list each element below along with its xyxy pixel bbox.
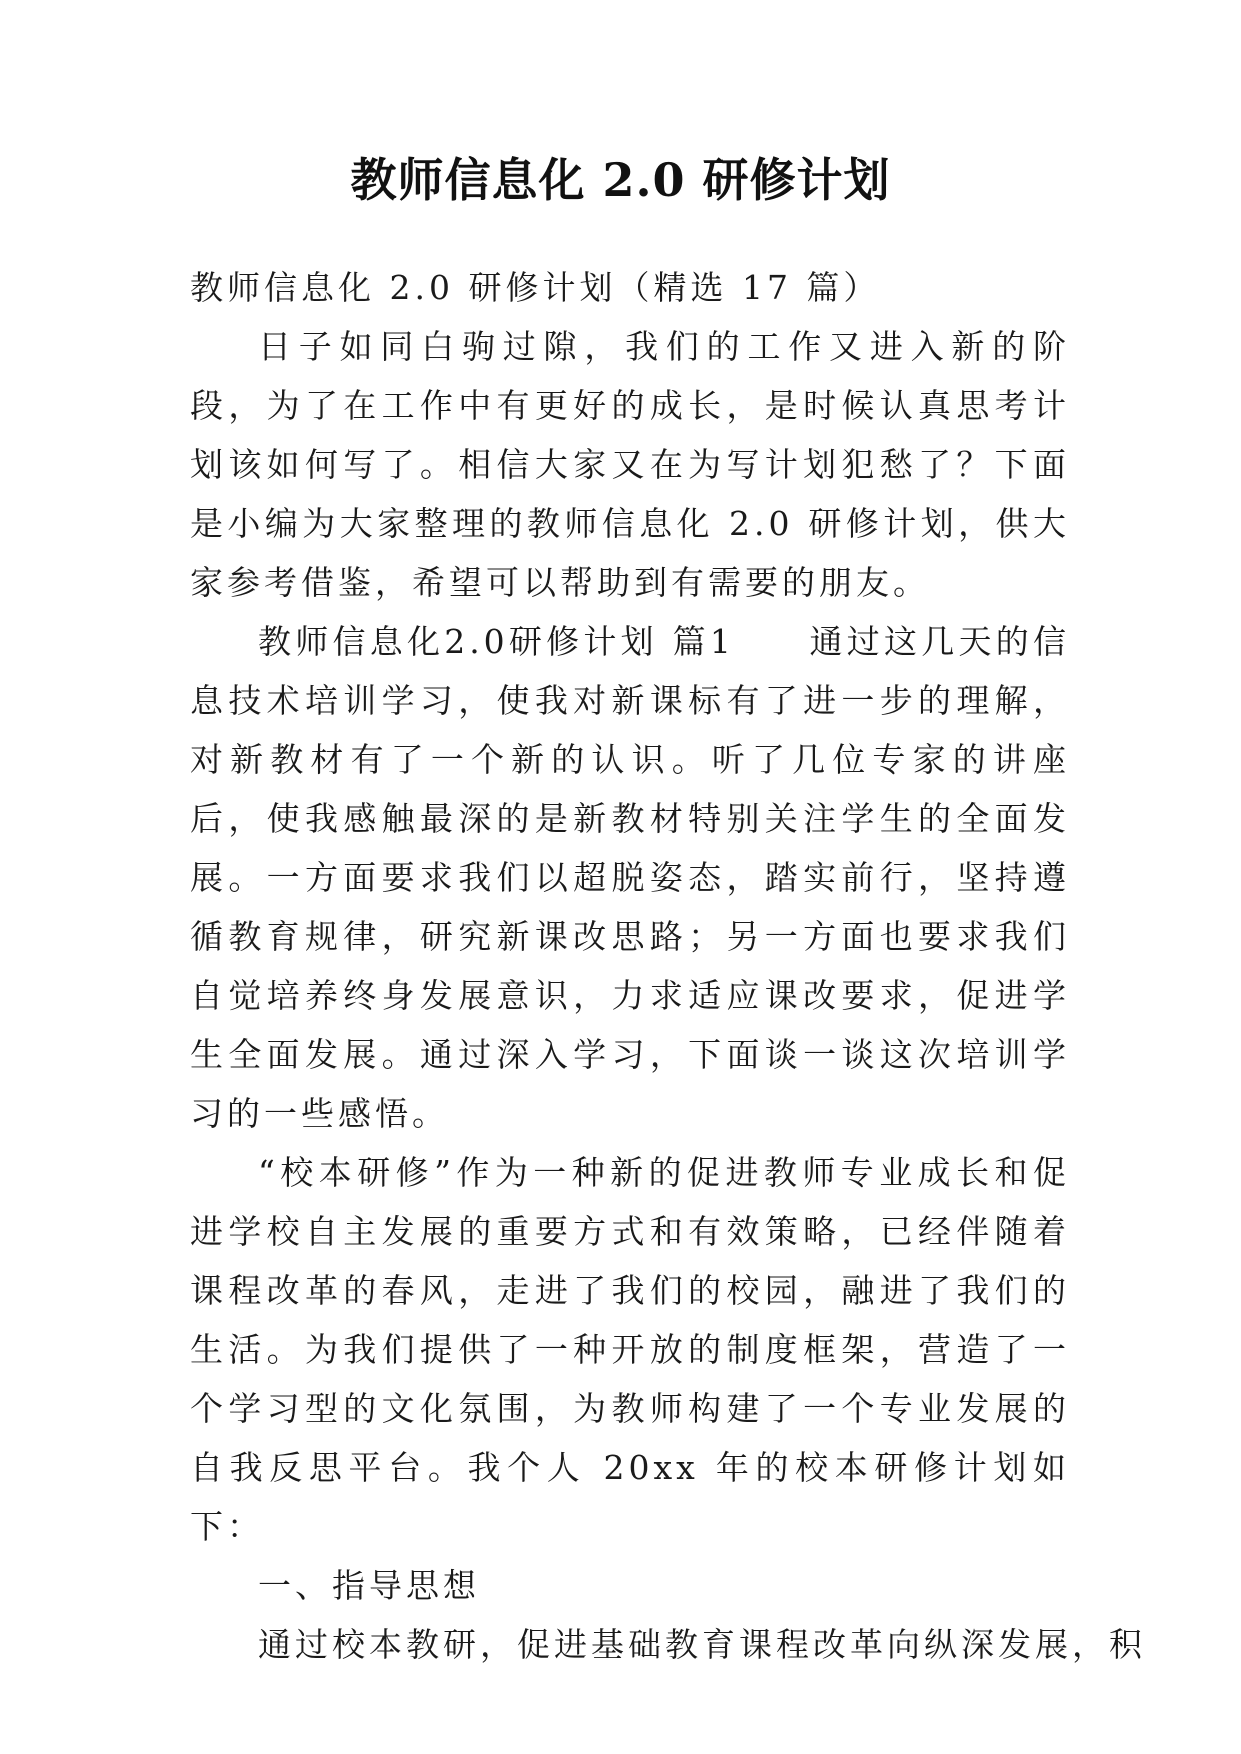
paragraph-part1: 教师信息化2.0研修计划 篇1 通过这几天的信息技术培训学习，使我对新课标有了进一步的理解，对新教材有了一个新的认识。听了几位专家的讲座后，使我感触最深的是新教材特别关注学生的全面发展。一方面要求我们以超脱姿态，踏实前行，坚持遵循教育规律，研究新课改思路；另一方面也要求我们自觉培养终身发展意识，力求适应课改要求，促进学生全面发展。通过深入学习，下面谈一谈这次培训学习的一些感悟。 <box>190 622 1070 1133</box>
section-heading-guiding-ideology: 一、指导思想 <box>258 1566 480 1605</box>
paragraph-intro: 日子如同白驹过隙，我们的工作又进入新的阶段，为了在工作中有更好的成长，是时候认真思考计划该如何写了。相信大家又在为写计划犯愁了？下面是小编为大家整理的教师信息化 2.0 研修计划，供大家参考借鉴，希望可以帮助到有需要的朋友。 <box>190 327 1070 602</box>
document-body <box>190 258 1146 1674</box>
paragraph-school: “校本研修”作为一种新的促进教师专业成长和促进学校自主发展的重要方式和有效策略，已经伴随着课程改革的春风，走进了我们的校园，融进了我们的生活。为我们提供了一种开放的制度框架，营造了一个学习型的文化氛围，为教师构建了一个专业发展的自我反思平台。我个人 20xx 年的校本研修计划如下： <box>190 1153 1070 1546</box>
paragraph-guide: 通过校本教研，促进基础教育课程改革向纵深发展，积 <box>258 1625 1146 1664</box>
document-subtitle: 教师信息化 2.0 研修计划（精选 17 篇） <box>190 268 881 307</box>
document-title: 教师信息化 2.0 研修计划 <box>350 153 891 207</box>
